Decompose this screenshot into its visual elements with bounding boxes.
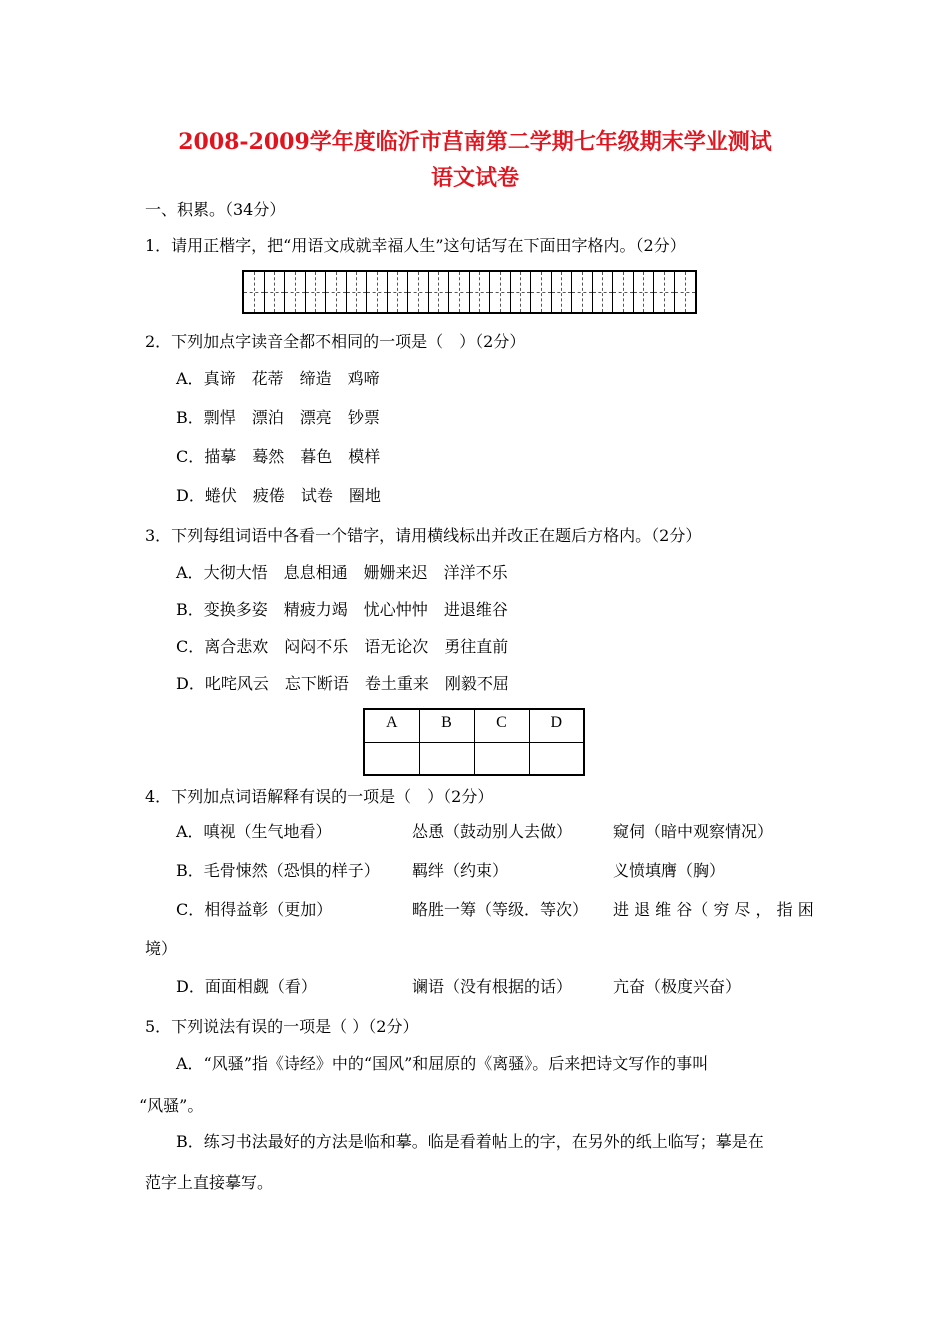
grid-cell[interactable]: [634, 272, 655, 312]
q5-option-b-line2: 范字上直接摹写。: [145, 1173, 274, 1192]
grid-cell[interactable]: [306, 272, 327, 312]
q5-option-a-line2: “风骚”。: [139, 1096, 204, 1115]
option-label: D．: [176, 674, 205, 693]
option-label: A．: [176, 369, 204, 388]
grid-cell[interactable]: [285, 272, 306, 312]
option-word: 真谛: [203, 369, 236, 388]
grid-cell[interactable]: [449, 272, 470, 312]
section-heading: 一、积累。（34分）: [145, 200, 286, 219]
option-word: 洋洋不乐: [443, 563, 508, 582]
option-word: 蜷伏: [204, 486, 237, 505]
option-word: 离合悲欢: [204, 637, 269, 656]
option-word: 缔造: [299, 369, 332, 388]
tianzige-grid[interactable]: [242, 270, 697, 314]
grid-cell[interactable]: [367, 272, 388, 312]
grid-cell[interactable]: [572, 272, 593, 312]
grid-cell[interactable]: [531, 272, 552, 312]
option-label: B．: [176, 600, 204, 619]
option-word: 圈地: [348, 486, 381, 505]
option-word: 姗姗来迟: [363, 563, 428, 582]
option-word: 漂亮: [299, 408, 332, 427]
q2-option-a: [176, 369, 396, 389]
option-word: 卷土重来: [364, 674, 429, 693]
grid-cell[interactable]: [490, 272, 511, 312]
question-1: 1．请用正楷字，把“用语文成就幸福人生”这句话写在下面田字格内。（2分）: [145, 236, 686, 255]
q4-c-col1: C．相得益彰（更加）: [176, 900, 333, 919]
grid-cell[interactable]: [244, 272, 265, 312]
q4-a-col3: 窥伺（暗中观察情况）: [613, 822, 774, 841]
grid-cell[interactable]: [388, 272, 409, 312]
q4-b-col2: 羁绊（约束）: [412, 861, 509, 880]
page-subtitle: 语文试卷: [430, 165, 519, 191]
grid-cell[interactable]: [408, 272, 429, 312]
page-title: 2008-2009学年度临沂市莒南第二学期七年级期末学业测试: [178, 129, 772, 155]
option-word: 漂泊: [251, 408, 284, 427]
option-word: 变换多姿: [203, 600, 268, 619]
q2-option-d: [176, 486, 397, 506]
grid-cell[interactable]: [347, 272, 368, 312]
q4-c-col3: 进 退 维 谷（ 穷 尽 ， 指 困: [613, 900, 814, 919]
q4-c-wrap: 境）: [145, 939, 178, 958]
grid-cell[interactable]: [552, 272, 573, 312]
option-word: 暮色: [300, 447, 333, 466]
q4-a-col1: A．嗔视（生气地看）: [176, 822, 332, 841]
q4-d-col3: 亢奋（极度兴奋）: [613, 977, 742, 996]
option-word: 试卷: [300, 486, 333, 505]
q3-option-b: [176, 600, 524, 620]
grid-cell[interactable]: [429, 272, 450, 312]
answer-header-b: B: [419, 709, 474, 742]
answer-header-a: A: [364, 709, 419, 742]
grid-cell[interactable]: [265, 272, 286, 312]
option-word: 描摹: [204, 447, 237, 466]
grid-cell[interactable]: [613, 272, 634, 312]
q4-b-col3: 义愤填膺（胸）: [613, 861, 726, 880]
option-word: 蓦然: [252, 447, 285, 466]
answer-header-d: D: [529, 709, 584, 742]
option-label: C．: [176, 447, 205, 466]
q4-c-col2: 略胜一筹（等级．等次）: [412, 900, 589, 919]
grid-cell[interactable]: [511, 272, 532, 312]
grid-cell[interactable]: [326, 272, 347, 312]
option-word: 刚毅不屈: [444, 674, 509, 693]
answer-cell-a[interactable]: [364, 742, 419, 775]
answer-cell-d[interactable]: [529, 742, 584, 775]
option-label: D．: [176, 486, 205, 505]
option-word: 钞票: [347, 408, 380, 427]
q4-b-col1: B．毛骨悚然（恐惧的样子）: [176, 861, 380, 880]
option-label: A．: [176, 563, 204, 582]
q4-d-col2: 谰语（没有根据的话）: [412, 977, 573, 996]
q3-option-d: [176, 674, 525, 694]
option-label: B．: [176, 408, 204, 427]
option-word: 模样: [348, 447, 381, 466]
grid-cell[interactable]: [470, 272, 491, 312]
option-word: 闷闷不乐: [284, 637, 349, 656]
q3-option-a: [176, 563, 524, 583]
option-word: 精疲力竭: [283, 600, 348, 619]
q4-d-col1: D．面面相觑（看）: [176, 977, 317, 996]
q2-option-b: [176, 408, 396, 428]
question-5: 5．下列说法有误的一项是（ ）（2分）: [145, 1017, 419, 1036]
question-3: 3．下列每组词语中各看一个错字，请用横线标出并改正在题后方格内。（2分）: [145, 526, 702, 545]
option-label: C．: [176, 637, 205, 656]
grid-cell[interactable]: [675, 272, 696, 312]
option-word: 语无论次: [364, 637, 429, 656]
option-word: 忘下断语: [284, 674, 349, 693]
option-word: 疲倦: [252, 486, 285, 505]
option-word: 息息相通: [283, 563, 348, 582]
option-word: 花蒂: [251, 369, 284, 388]
q3-option-c: [176, 637, 524, 657]
answer-table: [363, 708, 585, 776]
q5-option-b-line1: B．练习书法最好的方法是临和摹。临是看着帖上的字，在另外的纸上临写；摹是在: [176, 1132, 764, 1151]
option-word: 叱咤风云: [204, 674, 269, 693]
grid-cell[interactable]: [654, 272, 675, 312]
option-word: 大彻大悟: [203, 563, 268, 582]
question-4: 4．下列加点词语解释有误的一项是（ ）（2分）: [145, 787, 494, 806]
option-word: 忧心忡忡: [363, 600, 428, 619]
option-word: 剽悍: [203, 408, 236, 427]
grid-cell[interactable]: [593, 272, 614, 312]
q4-a-col2: 怂恿（鼓动别人去做）: [412, 822, 573, 841]
option-word: 鸡啼: [347, 369, 380, 388]
option-word: 进退维谷: [443, 600, 508, 619]
answer-header-c: C: [474, 709, 529, 742]
option-word: 勇往直前: [444, 637, 509, 656]
q2-option-c: [176, 447, 396, 467]
answer-cell-c[interactable]: [474, 742, 529, 775]
answer-cell-b[interactable]: [419, 742, 474, 775]
question-2: 2．下列加点字读音全都不相同的一项是（ ）（2分）: [145, 332, 526, 351]
q5-option-a-line1: A．“风骚”指《诗经》中的“国风”和屈原的《离骚》。后来把诗文写作的事叫: [176, 1054, 709, 1073]
